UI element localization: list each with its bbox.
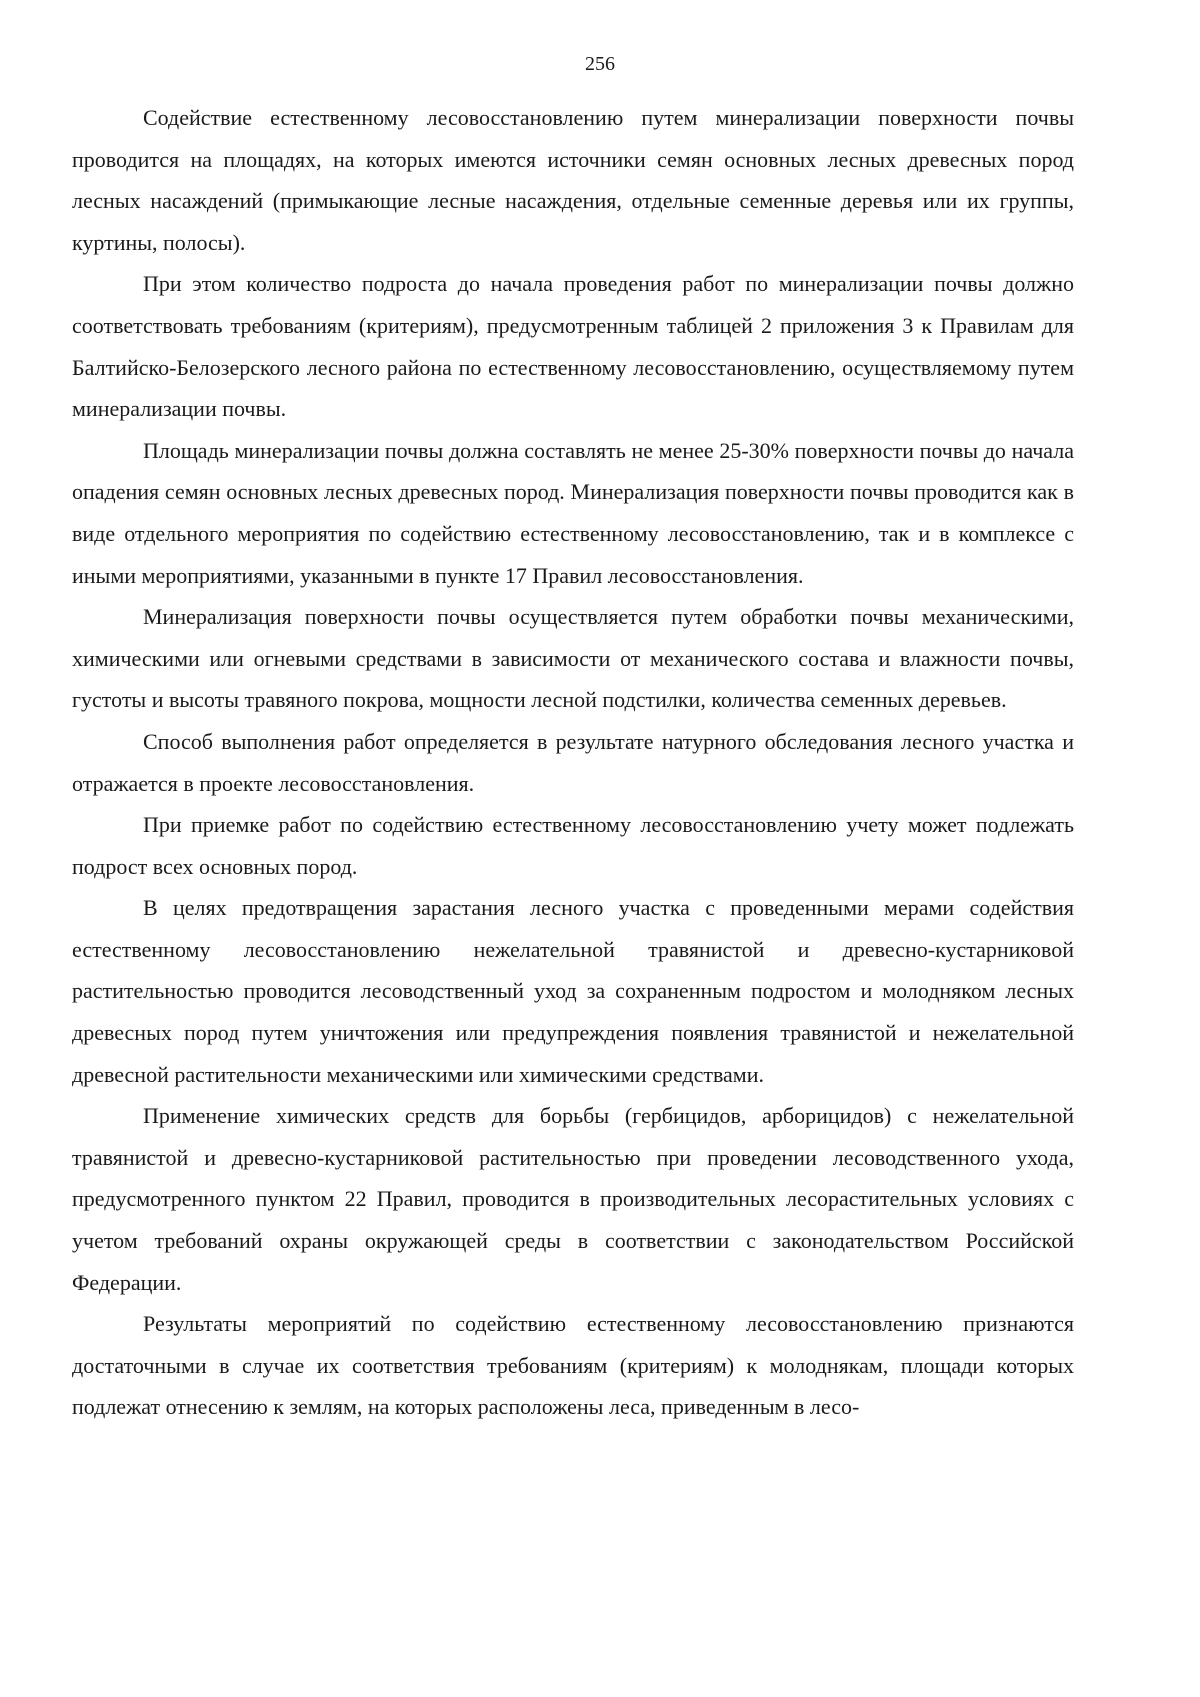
paragraph-4: Минерализация поверхности почвы осуществляется путем обработки почвы механическими, химическими или огневыми средствами в зависимости от механического состава и влажности почвы, густоты и высоты травяного покрова, мощности лесной подстилки, количества семенных деревьев.: [72, 604, 1074, 713]
paragraph-1: Содействие естественному лесовосстановлению путем минерализации поверхности почвы проводится на площадях, на которых имеются источники семян основных лесных древесных пород лесных насаждений (примыкающие лесные насаждения, отдельные семенные деревья или их группы, куртины, полосы).: [72, 105, 1074, 255]
paragraph-3: Площадь минерализации почвы должна составлять не менее 25-30% поверхности почвы до начала опадения семян основных лесных древесных пород. Минерализация поверхности почвы проводится как в виде отдельного мероприятия по содействию естественному лесовосстановлению, так и в комплексе с иными мероприятиями, указанными в пункте 17 Правил лесовосстановления.: [72, 437, 1074, 588]
paragraph-2: При этом количество подроста до начала проведения работ по минерализации почвы должно соответствовать требованиям (критериям), предусмотренным таблицей 2 приложения 3 к Правилам для Балтийско-Белозерского лесного района по естественному лесовосстановлению, осуществляемому путем минерализации почвы.: [72, 271, 1074, 422]
paragraph-6: При приемке работ по содействию естественному лесовосстановлению учету может подлежать подрост всех основных пород.: [72, 812, 1074, 879]
paragraph-5: Способ выполнения работ определяется в результате натурного обследования лесного участка и отражается в проекте лесовосстановления.: [72, 728, 1074, 796]
paragraph-8: Применение химических средств для борьбы (гербицидов, арборицидов) с нежелательной травянистой и древесно-кустарниковой растительностью при проведении лесоводственного ухода, предусмотренного пунктом 22 Правил, проводится в производительных лесорастительных условиях с учетом требований охраны окружающей среды в соответствии с законодательством Российской Федерации.: [72, 1103, 1074, 1295]
page-number: 256: [585, 53, 615, 75]
paragraph-7: В целях предотвращения зарастания лесного участка с проведенными мерами содействия естественному лесовосстановлению нежелательной травянистой и древесно-кустарниковой растительностью проводится лесоводственный уход за сохраненным подростом и молодняком лесных древесных пород путем уничтожения или предупреждения появления травянистой и нежелательной древесной растительности механическими или химическими средствами.: [72, 895, 1074, 1087]
paragraph-9: Результаты мероприятий по содействию естественному лесовосстановлению признаются достаточными в случае их соответствия требованиям (критериям) к молоднякам, площади которых подлежат отнесению к землям, на которых расположены леса, приведенным в лесо-: [72, 1311, 1074, 1420]
document-body: [72, 97, 1074, 1428]
